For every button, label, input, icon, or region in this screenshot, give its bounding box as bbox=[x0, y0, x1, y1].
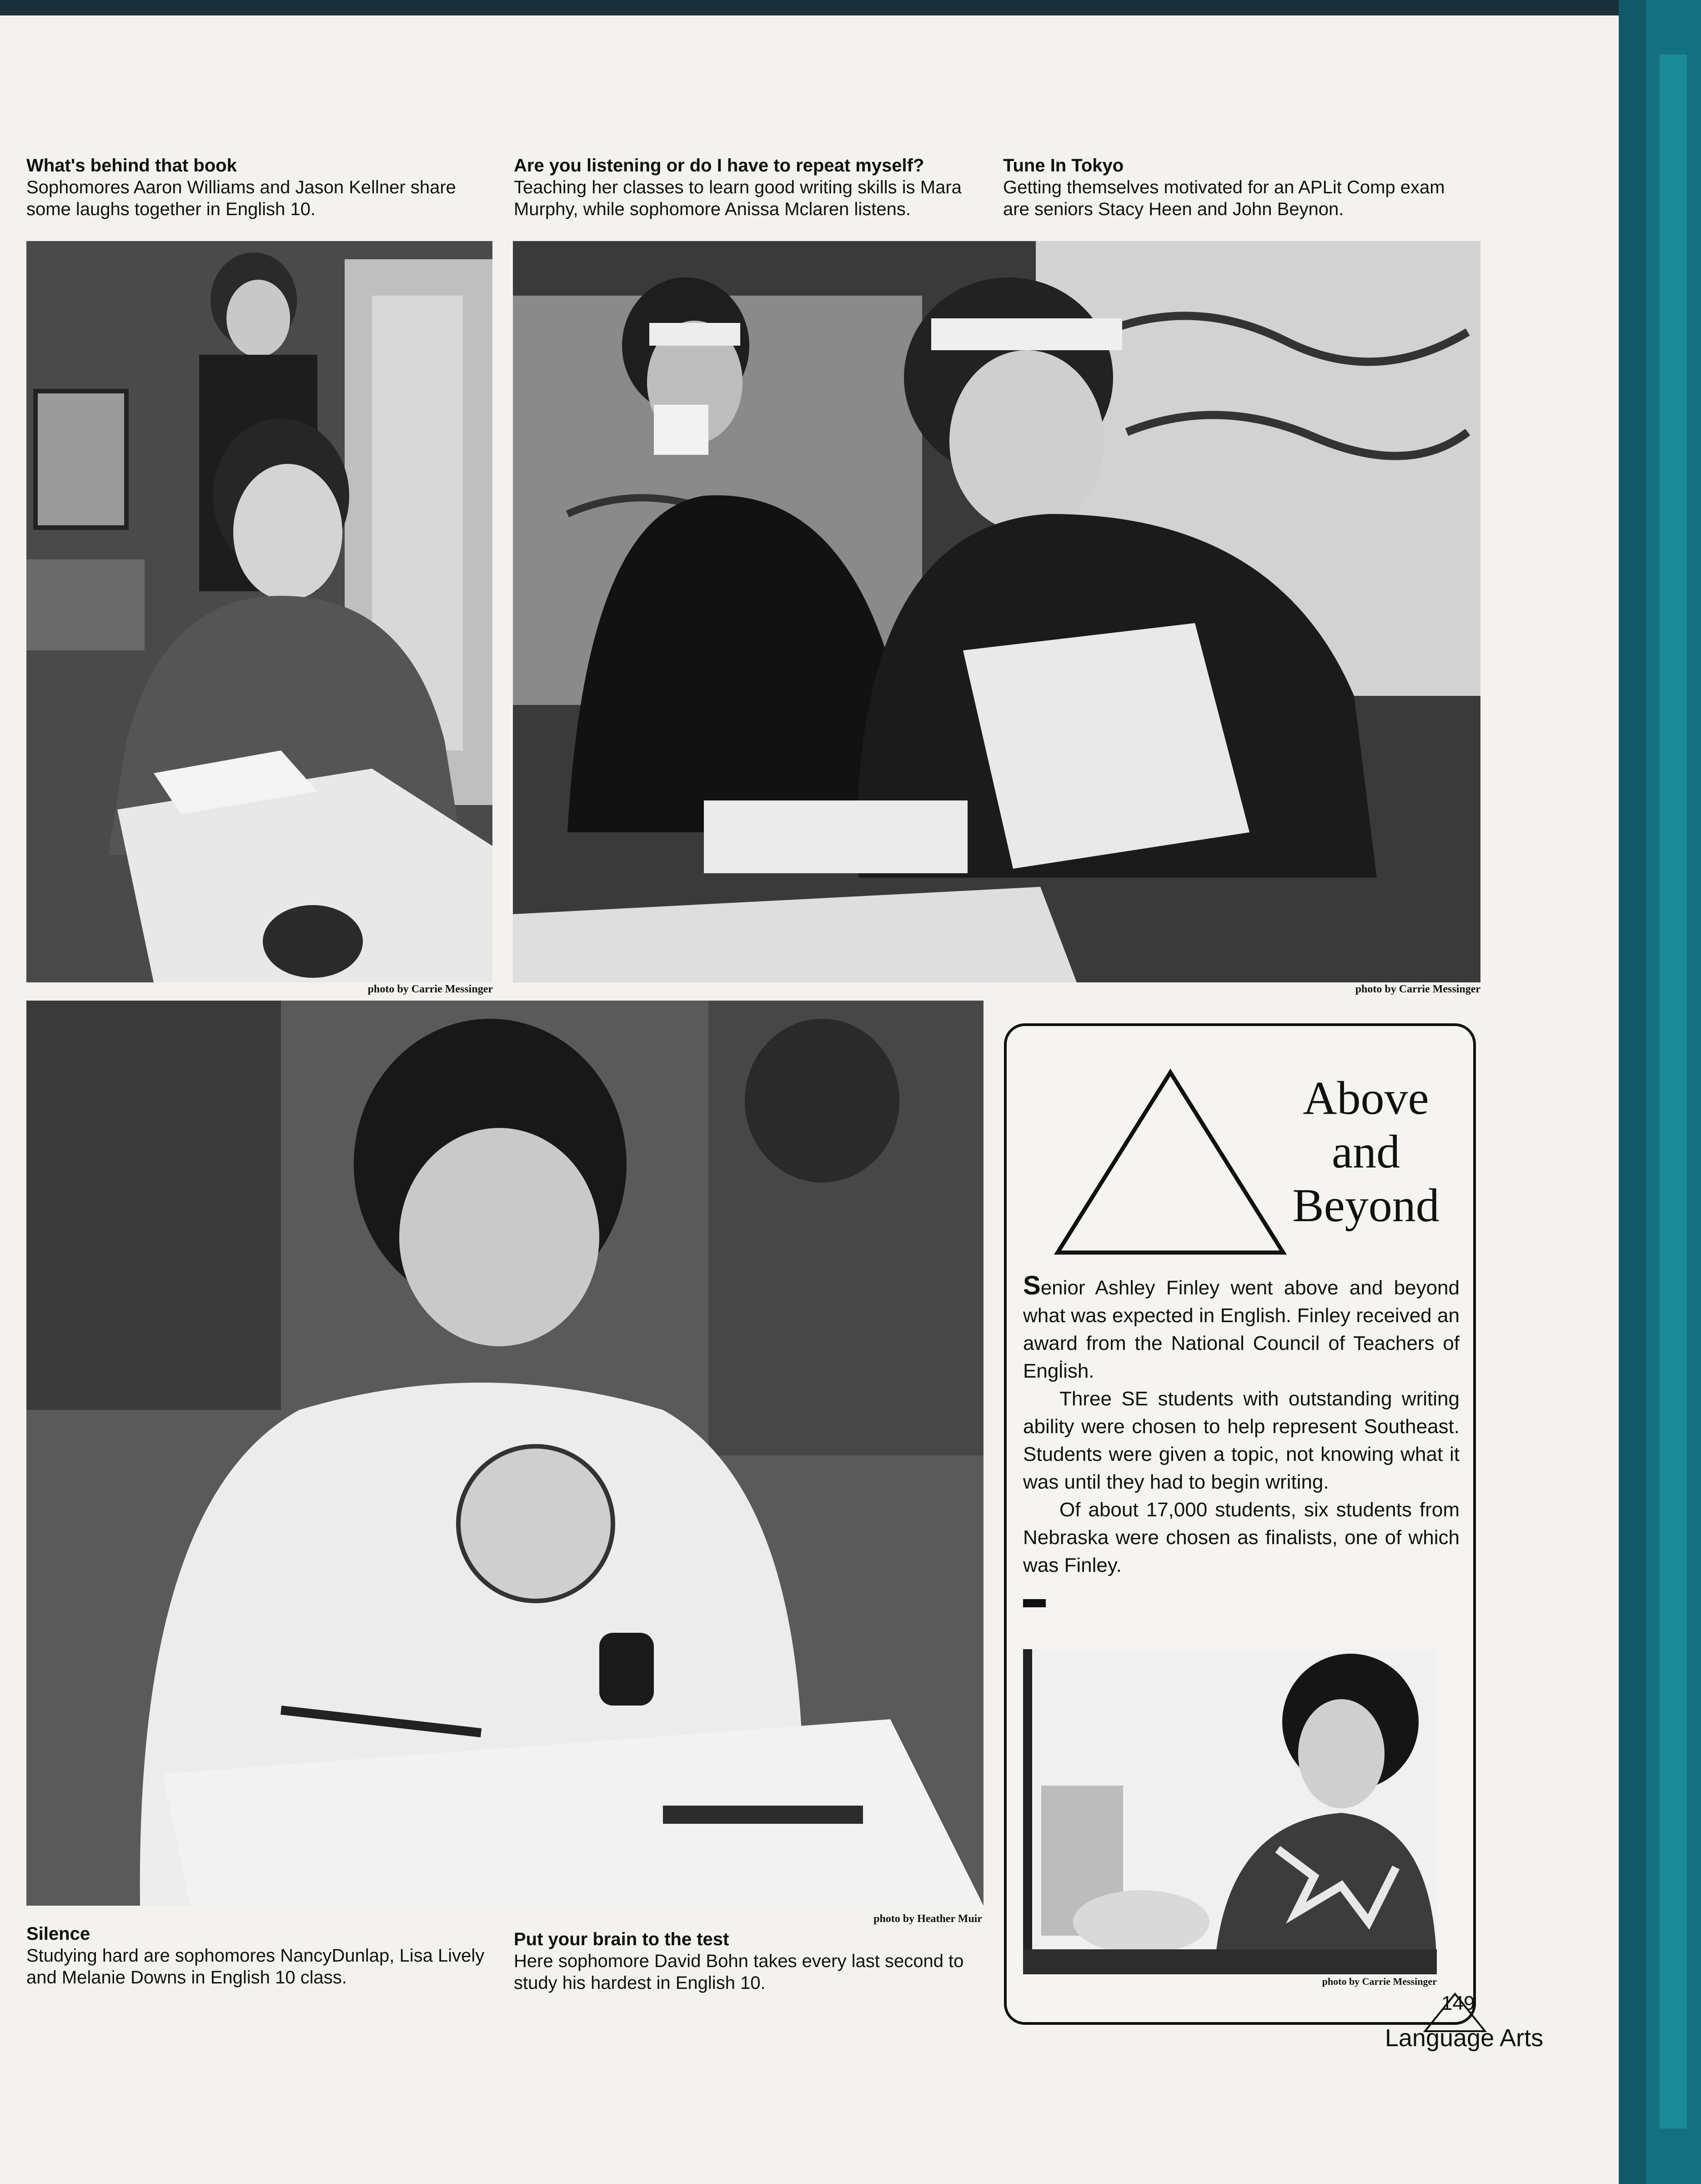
caption-text: Getting themselves motivated for an APLit Comp exam bbox=[1003, 177, 1445, 197]
photo-ashley-finley bbox=[1023, 1649, 1437, 1974]
caption-text: Teaching her classes to learn good writing skills is Mara bbox=[514, 177, 962, 197]
photo-credit: photo by Carrie Messinger bbox=[1322, 1976, 1437, 1987]
photo-credit: photo by Carrie Messinger bbox=[367, 983, 493, 995]
sidebar-title bbox=[1280, 1072, 1452, 1233]
caption-text: are seniors Stacy Heen and John Beynon. bbox=[1003, 199, 1344, 219]
page-top-edge bbox=[0, 0, 1701, 15]
sidebar-article bbox=[1023, 1272, 1460, 1579]
binder-shadow bbox=[1619, 0, 1646, 2184]
caption-tokyo bbox=[1003, 155, 1503, 220]
photo-credit: photo by Heather Muir bbox=[873, 1913, 982, 1925]
caption-silence bbox=[26, 1923, 508, 1988]
caption-behind-book bbox=[26, 155, 504, 220]
binder-cover-edge bbox=[1619, 0, 1701, 2184]
caption-title: Tune In Tokyo bbox=[1003, 156, 1124, 176]
caption-title: Are you listening or do I have to repeat myself? bbox=[514, 156, 924, 176]
page-folio bbox=[1382, 1992, 1546, 2065]
caption-text: some laughs together in English 10. bbox=[26, 199, 316, 219]
caption-text: Murphy, while sophomore Anissa Mclaren listens. bbox=[514, 199, 911, 219]
caption-text: Here sophomore David Bohn takes every last second to bbox=[514, 1951, 964, 1971]
caption-text: Sophomores Aaron Williams and Jason Kellner share bbox=[26, 177, 456, 197]
photo-classroom-girl bbox=[26, 241, 492, 982]
caption-title: Put your brain to the test bbox=[514, 1929, 729, 1949]
paragraph-text: enior Ashley Finley went above and beyond what was expected in English. Finley received an award from the National Council of Teachers of Engl̇ish. bbox=[1023, 1277, 1460, 1382]
page-number: 149 bbox=[1441, 1992, 1475, 2014]
caption-brain bbox=[514, 1928, 996, 1994]
drop-cap: S bbox=[1023, 1271, 1041, 1300]
caption-title: What's behind that book bbox=[26, 156, 237, 176]
photo-illustration bbox=[26, 241, 492, 982]
section-name: Language Arts bbox=[1385, 2024, 1544, 2052]
article-paragraph: Of about 17,000 students, six students from Nebraska were chosen as finalists, one of which was Finley. bbox=[1023, 1499, 1460, 1576]
caption-text: Studying hard are sophomores NancyDunlap, Lisa Lively bbox=[26, 1946, 485, 1966]
caption-text: study his hardest in English 10. bbox=[514, 1973, 766, 1993]
photo-illustration bbox=[513, 241, 1480, 982]
article-paragraph bbox=[1023, 1272, 1460, 1385]
sidebar-title-line: Beyond bbox=[1292, 1179, 1440, 1232]
binder-spine bbox=[1660, 55, 1687, 2129]
end-mark bbox=[1023, 1599, 1046, 1607]
photo-illustration bbox=[26, 1001, 983, 1906]
caption-listening bbox=[514, 155, 1000, 220]
caption-title: Silence bbox=[26, 1924, 90, 1944]
caption-text: and Melanie Downs in English 10 class. bbox=[26, 1968, 347, 1988]
photo-headband-students bbox=[513, 241, 1480, 982]
photo-credit: photo by Carrie Messinger bbox=[1355, 983, 1480, 995]
article-paragraph: Three SE students with outstanding writing ability were chosen to help represent Southeast. Students were given a topic, not knowing what it was until they had to begin writing. bbox=[1023, 1388, 1460, 1493]
sidebar-title-line: Above bbox=[1303, 1072, 1429, 1124]
sidebar-title-line: and bbox=[1331, 1126, 1400, 1178]
photo-student-writing bbox=[26, 1001, 983, 1906]
triangle-graphic bbox=[1052, 1067, 1289, 1258]
sidebar-above-and-beyond bbox=[1004, 1023, 1476, 2025]
photo-illustration bbox=[1023, 1649, 1437, 1974]
